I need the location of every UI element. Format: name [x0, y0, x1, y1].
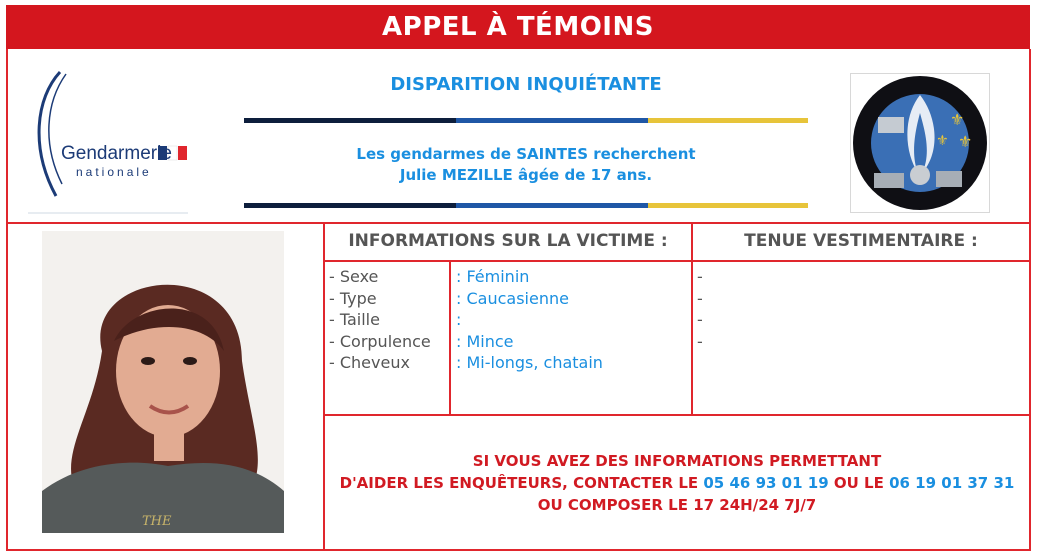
- clothing-item: -: [697, 310, 703, 329]
- stripe-dark: [244, 118, 456, 123]
- portrait-icon: [42, 231, 284, 533]
- value-corpulence: : Mince: [456, 331, 514, 351]
- label-sexe: - Sexe: [329, 267, 379, 286]
- stripe-gold: [648, 118, 808, 123]
- phone-number-1[interactable]: 05 46 93 01 19: [703, 474, 829, 492]
- victim-info-header: INFORMATIONS SUR LA VICTIME :: [348, 231, 668, 251]
- divider-table-header: [323, 260, 1031, 262]
- victim-photo: [42, 231, 284, 533]
- divider-contact: [323, 414, 1031, 416]
- logo-text-nationale: nationale: [76, 165, 152, 179]
- frame-left: [6, 49, 8, 551]
- stripe-dark: [244, 203, 456, 208]
- frame-right: [1029, 49, 1031, 551]
- phone-number-2[interactable]: 06 19 01 37 31: [889, 474, 1015, 492]
- divider-label-value: [449, 260, 451, 415]
- label-taille: - Taille: [329, 310, 380, 329]
- victim-label-list: [329, 266, 431, 374]
- clothing-list: [697, 266, 703, 352]
- stripe-blue: [456, 118, 648, 123]
- tricolor-stripe-bottom: [244, 203, 808, 208]
- clothing-header: TENUE VESTIMENTAIRE :: [744, 231, 978, 251]
- search-line-1: Les gendarmes de SAINTES recherchent: [356, 145, 696, 163]
- victim-value-list: [456, 266, 603, 374]
- page-title: DISPARITION INQUIÉTANTE: [390, 74, 662, 95]
- divider-header: [6, 222, 1031, 224]
- contact-block: [325, 450, 1029, 516]
- shirt-text: THE: [142, 514, 172, 529]
- contact-line-2-prefix: D'AIDER LES ENQUÊTEURS, CONTACTER LE: [339, 474, 699, 492]
- contact-line-1: SI VOUS AVEZ DES INFORMATIONS PERMETTANT: [472, 452, 882, 470]
- banner-title: APPEL À TÉMOINS: [6, 5, 1030, 49]
- clothing-item: -: [697, 288, 703, 308]
- label-cheveux: - Cheveux: [329, 353, 410, 372]
- search-line-2: Julie MEZILLE âgée de 17 ans.: [399, 166, 653, 184]
- svg-text:⚜: ⚜: [936, 133, 949, 149]
- stripe-blue: [456, 203, 648, 208]
- contact-line-2-mid: OU LE: [833, 474, 884, 492]
- value-taille: :: [456, 310, 462, 329]
- logo-text-gendarmerie: Gendarmerie: [61, 143, 172, 164]
- svg-text:⚜: ⚜: [958, 132, 973, 151]
- value-cheveux: : Mi-longs, chatain: [456, 353, 603, 372]
- clothing-item: -: [697, 331, 703, 351]
- svg-text:⚜: ⚜: [950, 110, 965, 129]
- contact-line-3: OU COMPOSER LE 17 24H/24 7J/7: [537, 496, 817, 514]
- gendarmerie-logo: [28, 68, 188, 214]
- gendarmerie-arc-icon: [28, 68, 188, 214]
- value-type: : Caucasienne: [456, 288, 569, 308]
- clothing-item: -: [697, 267, 703, 286]
- value-sexe: : Féminin: [456, 267, 530, 286]
- label-corpulence: - Corpulence: [329, 331, 431, 351]
- charente-maritime-badge: [850, 73, 990, 213]
- stripe-gold: [648, 203, 808, 208]
- label-type: - Type: [329, 288, 377, 308]
- contact-line-2: [325, 472, 1029, 494]
- tricolor-stripe-top: [244, 118, 808, 123]
- gendarmerie-badge-icon: [850, 73, 990, 213]
- frame-bottom: [6, 549, 1031, 551]
